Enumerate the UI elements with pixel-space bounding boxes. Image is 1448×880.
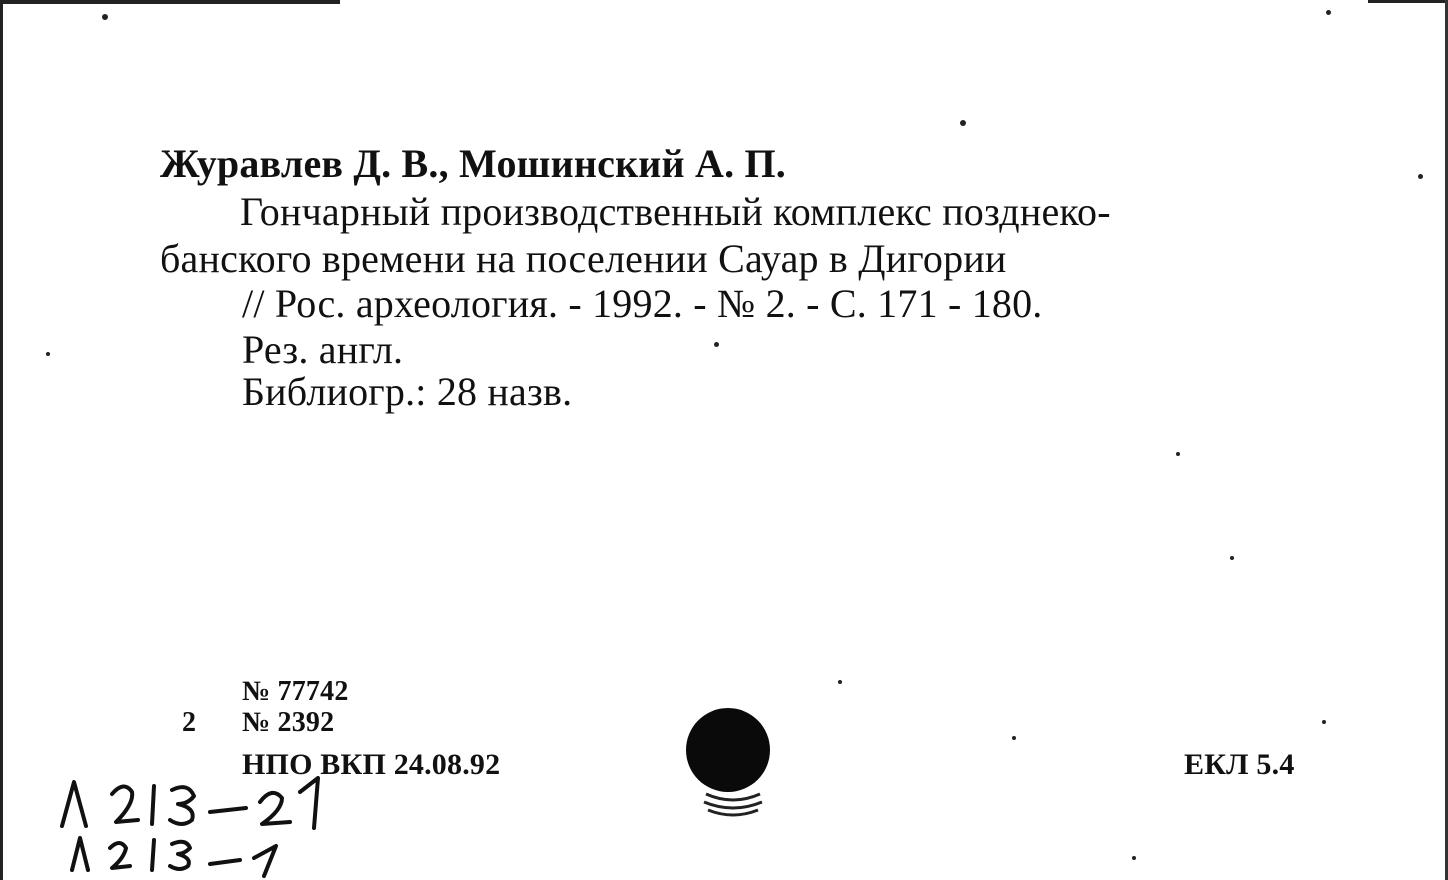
scan-speck (838, 680, 842, 684)
record-number: № 2392 (242, 707, 335, 738)
card-top-right-edge (1368, 0, 1448, 3)
scan-speck (714, 342, 719, 347)
scan-speck (1012, 736, 1016, 740)
summary-note: Рез. англ. (242, 327, 404, 372)
authors: Журавлев Д. В., Мошинский А. П. (160, 141, 787, 186)
accession-number: № 77742 (242, 676, 349, 707)
source-citation: // Рос. археология. - 1992. - № 2. - С. 171 - 180. (242, 281, 1043, 326)
classification-code: ЕКЛ 5.4 (1184, 748, 1295, 781)
scan-speck (102, 14, 108, 20)
card-top-edge (0, 0, 340, 4)
organization-date: НПО ВКП 24.08.92 (242, 748, 501, 781)
scan-speck (1418, 174, 1423, 179)
title-line-2: банского времени на поселении Сауар в Дигории (160, 236, 1007, 281)
scan-speck (1176, 452, 1180, 456)
scan-speck (960, 120, 966, 126)
scan-speck (1132, 856, 1136, 860)
handwritten-shelf-marks (50, 772, 350, 880)
punch-hole-marks (700, 788, 766, 828)
card-left-edge (0, 0, 3, 880)
scan-speck (1230, 556, 1234, 560)
punch-hole (686, 708, 770, 792)
bibliography-note: Библиогр.: 28 назв. (242, 369, 573, 414)
title-line-1: Гончарный производственный комплекс позднеко- (240, 189, 1111, 234)
page-index: 2 (182, 707, 197, 738)
scan-speck (1326, 10, 1331, 15)
scan-speck (46, 352, 50, 356)
scan-speck (1322, 720, 1326, 724)
